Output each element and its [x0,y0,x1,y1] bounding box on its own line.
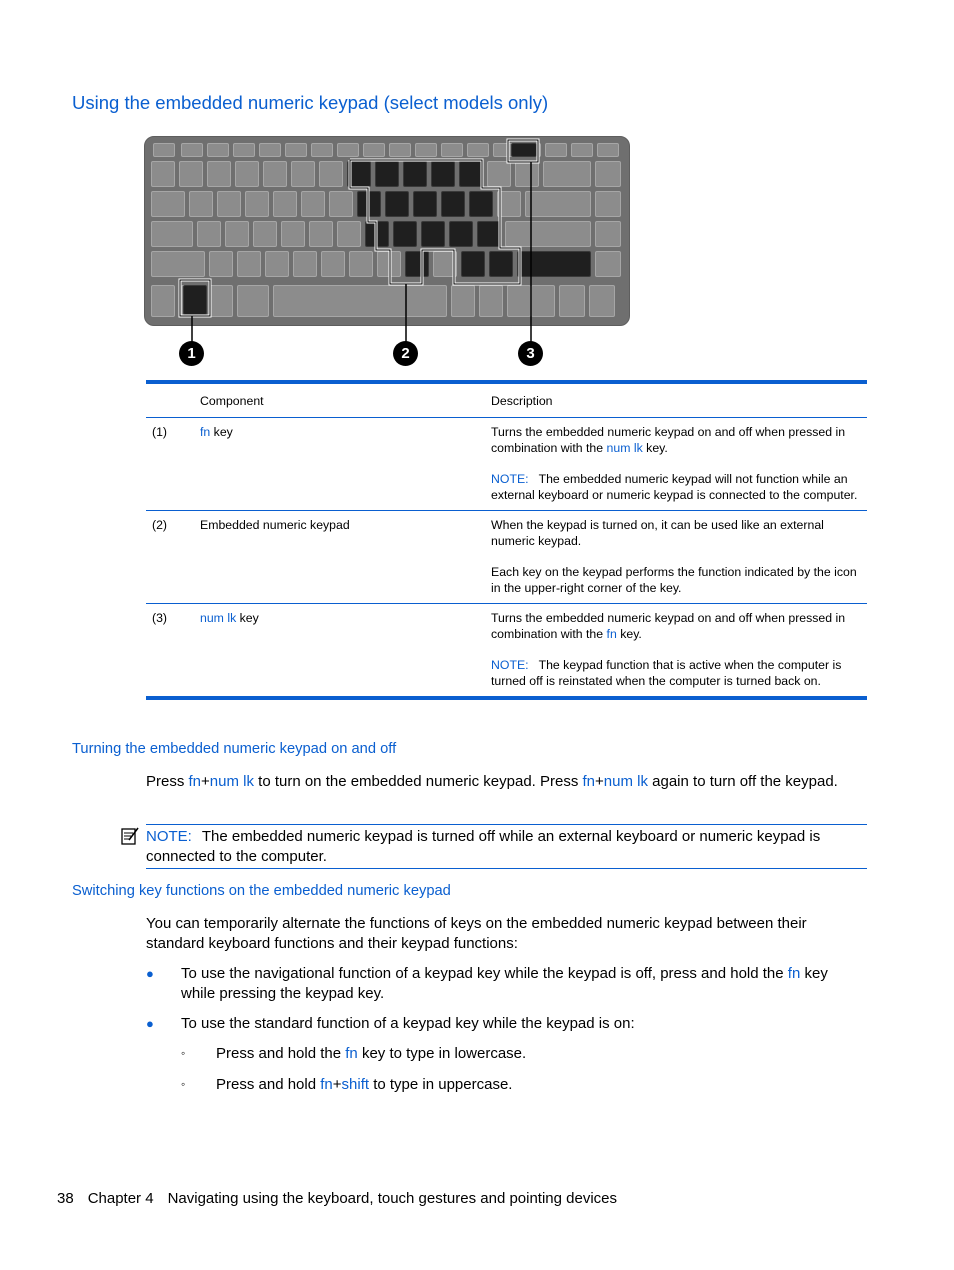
key-name: fn [345,1045,358,1062]
key-name: shift [341,1076,370,1093]
key-name: num lk [603,773,648,790]
text-part: Press [146,773,189,790]
plus-sign: + [201,773,210,790]
row-description [485,511,868,604]
note-label: NOTE: [146,828,192,845]
row-description [485,418,868,511]
table-header-row [146,382,867,418]
table-row [146,511,867,604]
text-part: key while pressing the keypad key. [181,965,828,1002]
note-text: The keypad function that is active when the computer is turned off is reinstated when the computer is turned back on. [491,658,842,688]
row-component [194,418,485,511]
text-part: to turn on the embedded numeric keypad. Press [253,773,583,790]
row-number: (3) [146,604,194,699]
note-pad-icon [120,826,140,846]
keyboard-figure [144,136,630,370]
chapter-label: Chapter 4 [87,1190,154,1207]
callout-1: 1 [179,341,204,366]
text-part: Press and hold the [216,1045,346,1062]
description-text [491,424,861,456]
row-number: (1) [146,418,194,511]
table-row [146,604,867,699]
text-part: Press and hold [216,1076,321,1093]
text-part: key to type in lowercase. [357,1045,527,1062]
row-number: (2) [146,511,194,604]
description-text [491,610,861,642]
key-name: fn [787,965,801,982]
component-text: key [210,425,233,439]
body-paragraph: You can temporarily alternate the functions of keys on the embedded numeric keypad between their standard keyboard functions and their keypad functions: [146,915,807,952]
key-name: fn [582,773,596,790]
description-text: Each key on the keypad performs the function indicated by the icon in the upper-right corner of the key. [491,565,857,595]
body-paragraph [146,772,862,792]
row-note [491,471,861,503]
header-component: Component [194,382,485,418]
key-name: fn [188,773,202,790]
sub-bullet-marker: ◦ [181,1046,186,1060]
header-description: Description [485,382,868,418]
table-row [146,418,867,511]
sub-bullet-marker: ◦ [181,1077,186,1091]
text-part: again to turn off the keypad. [647,773,838,790]
key-name: fn [320,1076,333,1093]
row-component [194,604,485,699]
component-table [146,380,867,700]
page-number: 38 [57,1190,74,1207]
text-part: To use the navigational function of a keypad key while the keypad is off, press and hold the [181,965,788,982]
row-description [485,604,868,699]
row-component: Embedded numeric keypad [194,511,485,604]
bullet-item: To use the standard function of a keypad key while the keypad is on: [181,1015,635,1032]
key-name: fn [200,425,211,439]
subsection-heading: Switching key functions on the embedded numeric keypad [72,883,451,899]
note-box [146,824,867,869]
key-name: num lk [606,441,643,455]
description-text: When the keypad is turned on, it can be used like an external numeric keypad. [491,518,824,548]
callout-lines [144,136,630,370]
sub-bullet-item [216,1044,856,1064]
section-title: Using the embedded numeric keypad (select models only) [72,92,549,113]
note-text: The embedded numeric keypad will not function while an external keyboard or numeric keypad is connected to the computer. [491,472,858,502]
callout-2: 2 [393,341,418,366]
bullet-marker: ● [146,966,154,981]
plus-sign: + [595,773,604,790]
page-footer [57,1190,631,1207]
note-label: NOTE: [491,472,529,486]
component-text: key [236,611,259,625]
subsection-heading: Turning the embedded numeric keypad on and off [72,741,397,757]
note-text: The embedded numeric keypad is turned off while an external keyboard or numeric keypad is connected to the computer. [146,828,821,865]
bullet-marker: ● [146,1016,154,1031]
note-label: NOTE: [491,658,529,672]
chapter-title: Navigating using the keyboard, touch gestures and pointing devices [167,1190,618,1207]
description-part: key. [616,627,642,641]
description-part: key. [642,441,668,455]
text-part: to type in uppercase. [369,1076,513,1093]
bullet-item [181,964,861,1003]
description-part: Turns the embedded numeric keypad on and off when pressed in combination with the [491,611,846,641]
row-note [491,657,861,689]
description-part: Turns the embedded numeric keypad on and off when pressed in combination with the [491,425,846,455]
sub-bullet-item [216,1075,856,1095]
key-name: fn [606,627,617,641]
key-name: num lk [209,773,254,790]
plus-sign: + [332,1076,342,1093]
header-number [146,382,194,418]
key-name: num lk [200,611,237,625]
callout-3: 3 [518,341,543,366]
